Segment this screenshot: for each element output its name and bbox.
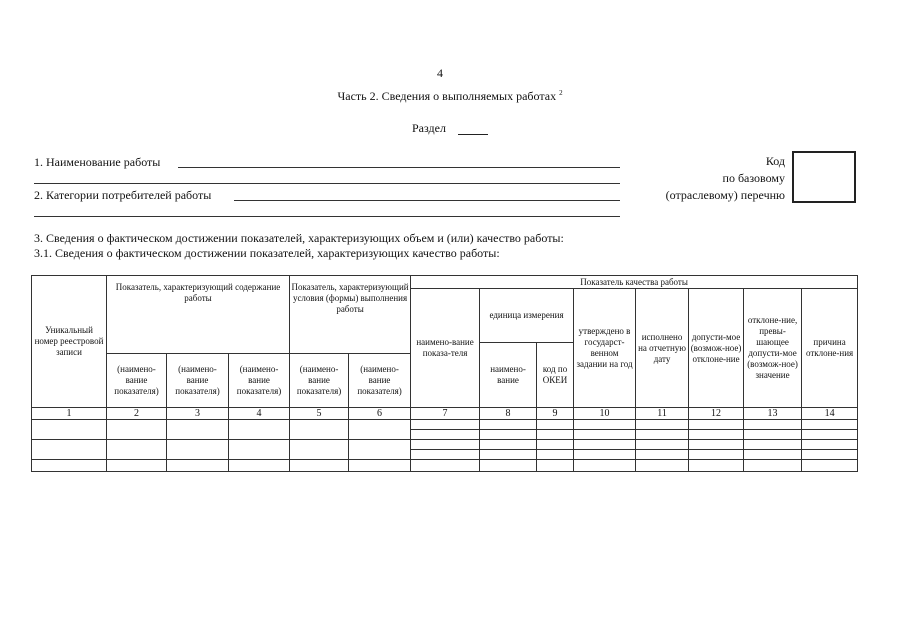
table-cell[interactable] xyxy=(349,440,411,460)
consumers-label: 2. Категории потребителей работы xyxy=(34,188,212,202)
consumers-field[interactable] xyxy=(234,200,620,201)
table-cell[interactable] xyxy=(802,430,858,440)
work-name-field-continued[interactable] xyxy=(34,183,620,184)
table-row xyxy=(32,420,858,430)
table-cell[interactable] xyxy=(574,460,636,472)
table-cell[interactable] xyxy=(480,420,537,430)
hdr-sub-name-2: (наимено-вание показателя) xyxy=(107,354,167,408)
hdr-unit: единица измерения xyxy=(480,289,574,343)
col-number: 6 xyxy=(349,408,411,420)
table-cell[interactable] xyxy=(744,450,802,460)
col-number: 12 xyxy=(689,408,744,420)
table-cell[interactable] xyxy=(229,440,290,460)
table-cell[interactable] xyxy=(636,430,689,440)
table-cell[interactable] xyxy=(744,440,802,450)
col-number: 2 xyxy=(107,408,167,420)
table-cell[interactable] xyxy=(411,450,480,460)
table-cell[interactable] xyxy=(349,460,411,472)
page-number: 4 xyxy=(437,66,443,80)
table-cell[interactable] xyxy=(107,460,167,472)
code-box[interactable] xyxy=(792,151,856,203)
table-cell[interactable] xyxy=(802,420,858,430)
table-cell[interactable] xyxy=(167,420,229,440)
table-cell[interactable] xyxy=(537,420,574,430)
code-label: Код по базовому (отраслевому) перечню xyxy=(665,154,785,202)
table-cell[interactable] xyxy=(689,440,744,450)
col-number: 10 xyxy=(574,408,636,420)
hdr-unique-number: Уникальный номер реестровой записи xyxy=(32,276,107,408)
table-cell[interactable] xyxy=(689,430,744,440)
col-number: 3 xyxy=(167,408,229,420)
table-cell[interactable] xyxy=(167,460,229,472)
table-cell[interactable] xyxy=(480,460,537,472)
table-cell[interactable] xyxy=(167,440,229,460)
table-row xyxy=(32,440,858,450)
hdr-quality: Показатель качества работы xyxy=(411,276,858,289)
table-cell[interactable] xyxy=(480,430,537,440)
table-cell[interactable] xyxy=(290,440,349,460)
table-cell[interactable] xyxy=(537,450,574,460)
col-number: 13 xyxy=(744,408,802,420)
section-label: Раздел xyxy=(412,121,446,135)
table-cell[interactable] xyxy=(290,460,349,472)
table-cell[interactable] xyxy=(689,460,744,472)
table-cell[interactable] xyxy=(107,420,167,440)
hdr-exceeding-deviation: отклоне-ние, превы-шающее допусти-мое (возмож-ное) значение xyxy=(744,289,802,408)
table-cell[interactable] xyxy=(229,420,290,440)
table-cell[interactable] xyxy=(537,430,574,440)
table-cell[interactable] xyxy=(290,420,349,440)
hdr-conditions: Показатель, характеризующий условия (формы) выполнения работы xyxy=(290,276,411,354)
col-number: 5 xyxy=(290,408,349,420)
footnote-marker: 2 xyxy=(559,89,563,97)
table-cell[interactable] xyxy=(537,440,574,450)
table-cell[interactable] xyxy=(411,430,480,440)
table-cell[interactable] xyxy=(574,450,636,460)
table-cell[interactable] xyxy=(636,420,689,430)
table-cell[interactable] xyxy=(636,440,689,450)
table-cell[interactable] xyxy=(411,460,480,472)
col-number: 7 xyxy=(411,408,480,420)
table-cell[interactable] xyxy=(480,450,537,460)
work-name-field[interactable] xyxy=(178,167,620,168)
hdr-allowed-deviation: допусти-мое (возмож-ное) отклоне-ние xyxy=(689,289,744,408)
col-number: 11 xyxy=(636,408,689,420)
table-cell[interactable] xyxy=(636,460,689,472)
section3-heading: 3. Сведения о фактическом достижении показателей, характеризующих объем и (или) качество работы: xyxy=(34,231,564,245)
hdr-executed: исполнено на отчетную дату xyxy=(636,289,689,408)
table-cell[interactable] xyxy=(574,430,636,440)
hdr-sub-name-3: (наимено-вание показателя) xyxy=(167,354,229,408)
table-cell[interactable] xyxy=(411,440,480,450)
table-cell[interactable] xyxy=(744,430,802,440)
table-cell[interactable] xyxy=(689,450,744,460)
table-cell[interactable] xyxy=(537,460,574,472)
col-number: 1 xyxy=(32,408,107,420)
table-cell[interactable] xyxy=(574,420,636,430)
col-number: 14 xyxy=(802,408,858,420)
table-cell[interactable] xyxy=(32,440,107,460)
table-cell[interactable] xyxy=(574,440,636,450)
table-cell[interactable] xyxy=(107,440,167,460)
table-cell[interactable] xyxy=(802,440,858,450)
col-number: 8 xyxy=(480,408,537,420)
section31-heading: 3.1. Сведения о фактическом достижении показателей, характеризующих качество работы: xyxy=(34,246,500,260)
hdr-sub-name-6: (наимено-вание показателя) xyxy=(349,354,411,408)
table-cell[interactable] xyxy=(229,460,290,472)
table-cell[interactable] xyxy=(802,450,858,460)
table-cell[interactable] xyxy=(349,420,411,440)
section-number-blank[interactable] xyxy=(458,134,488,135)
table-cell[interactable] xyxy=(744,420,802,430)
table-cell[interactable] xyxy=(802,460,858,472)
hdr-reason: причина отклоне-ния xyxy=(802,289,858,408)
hdr-unit-code: код по ОКЕИ xyxy=(537,343,574,408)
table-row xyxy=(32,460,858,472)
table-cell[interactable] xyxy=(32,420,107,440)
hdr-sub-name-5: (наимено-вание показателя) xyxy=(290,354,349,408)
quality-table xyxy=(31,275,858,472)
table-cell[interactable] xyxy=(411,420,480,430)
table-cell[interactable] xyxy=(480,440,537,450)
col-number: 9 xyxy=(537,408,574,420)
col-number: 4 xyxy=(229,408,290,420)
hdr-sub-name-4: (наимено-вание показателя) xyxy=(229,354,290,408)
table-cell[interactable] xyxy=(689,420,744,430)
hdr-unit-name: наимено-вание xyxy=(480,343,537,408)
table-cell[interactable] xyxy=(744,460,802,472)
consumers-field-continued[interactable] xyxy=(34,216,620,217)
table-cell[interactable] xyxy=(32,460,107,472)
part-title: Часть 2. Сведения о выполняемых работах $^2$ xyxy=(337,89,563,103)
hdr-approved: утверждено в государст-венном задании на год xyxy=(574,289,636,408)
hdr-content: Показатель, характеризующий содержание работы xyxy=(107,276,290,354)
work-name-label: 1. Наименование работы xyxy=(34,155,161,169)
hdr-indicator-name: наимено-вание показа-теля xyxy=(411,289,480,408)
table-cell[interactable] xyxy=(636,450,689,460)
